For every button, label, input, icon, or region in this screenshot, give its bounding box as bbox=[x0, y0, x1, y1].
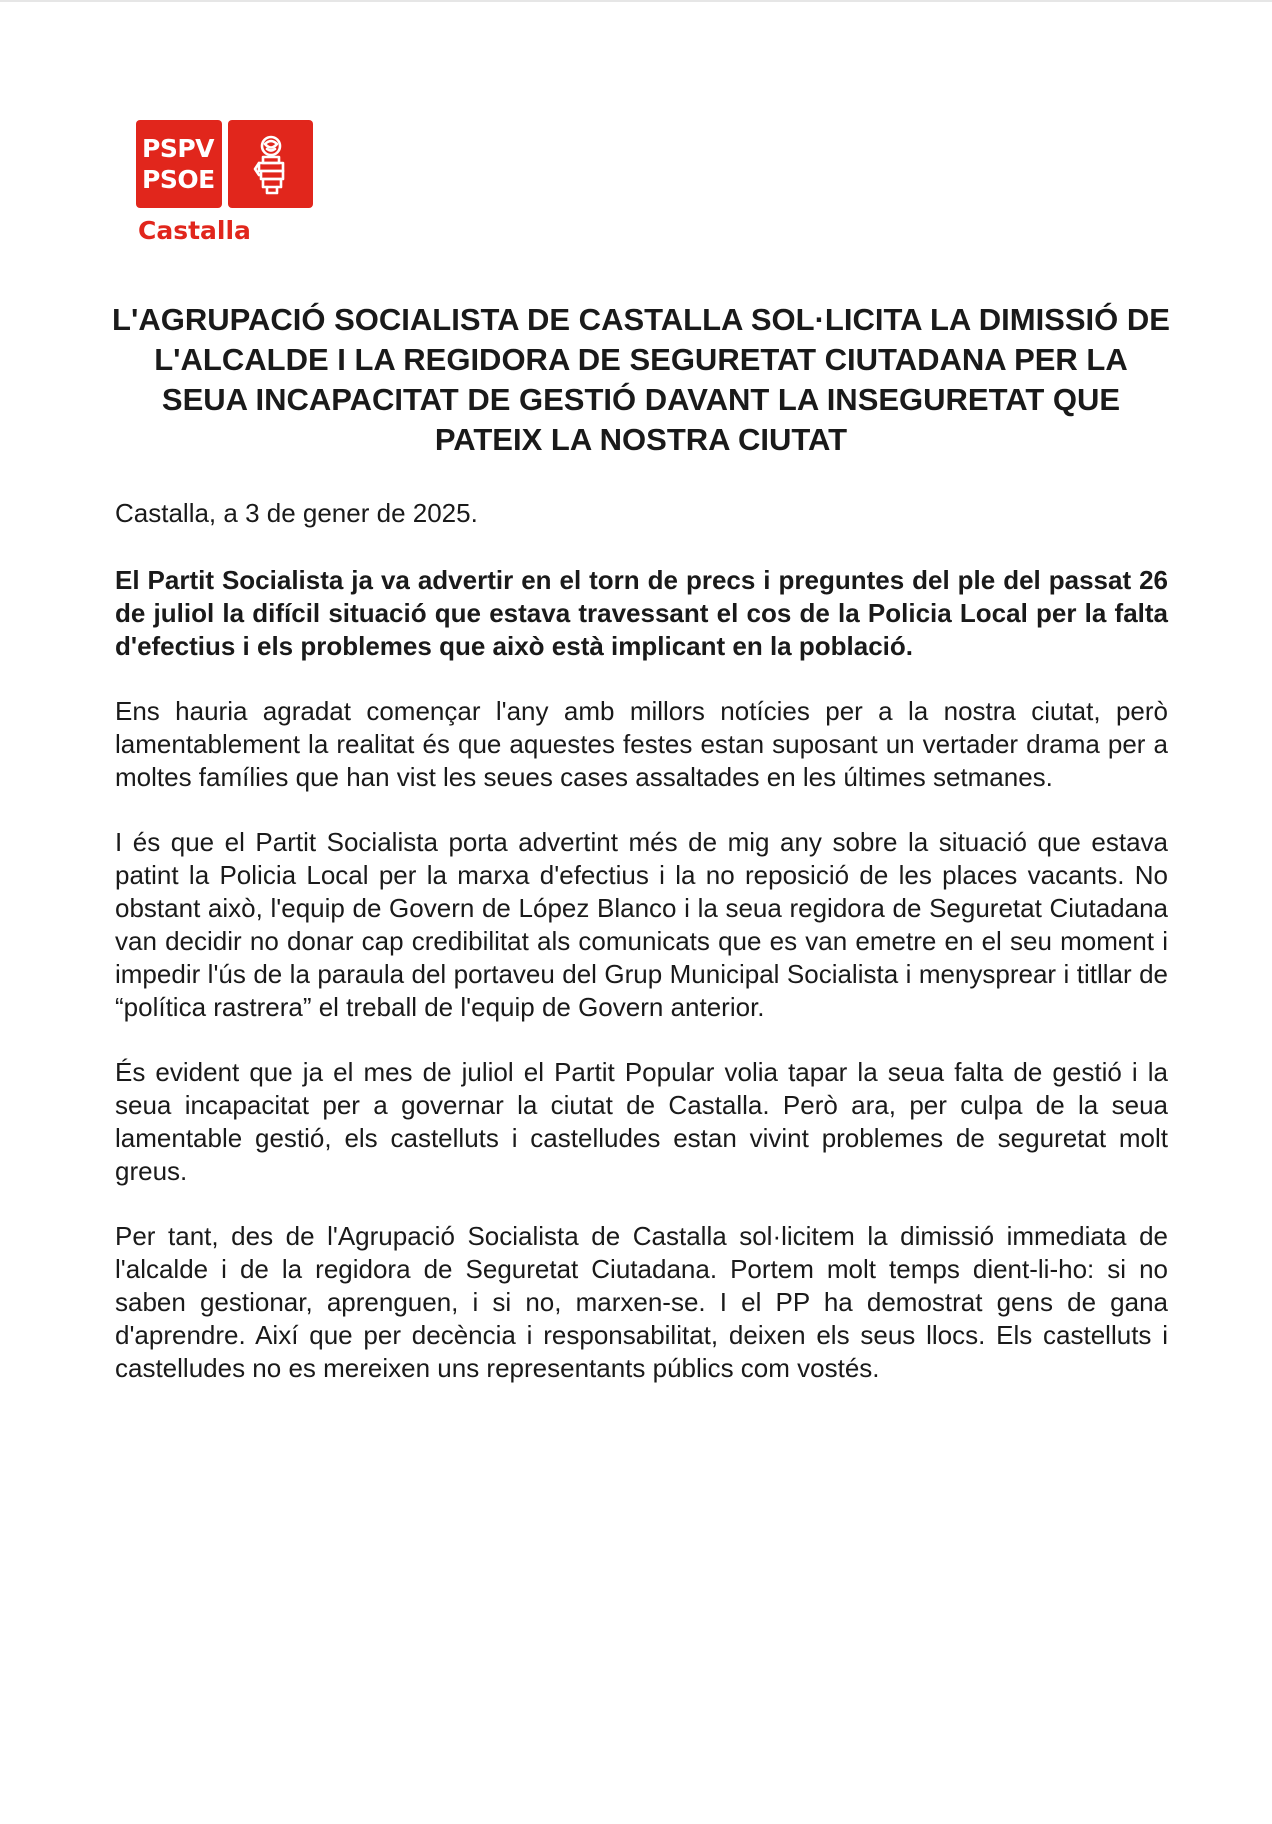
top-border bbox=[0, 0, 1272, 2]
body-paragraph-1: Ens hauria agradat començar l'any amb millors notícies per a la nostra ciutat, però lamentablement la realitat és que aquestes festes estan suposant un vertader drama per a moltes famílies que han vist les seues cases assaltades en les últimes setmanes. bbox=[115, 696, 1168, 792]
body-paragraph-4: Per tant, des de l'Agrupació Socialista de Castalla sol·licitem la dimissió immediata de l'alcalde i de la regidora de Seguretat Ciutadana. Portem molt temps dient-li-ho: si no saben gestionar, aprenguen, i si no, marxen-se. I el PP ha demostrat gens de gana d'aprendre. Així que per decència i responsabilitat, deixen els seus llocs. Els castelluts i castelludes no es mereixen uns representants públics com vostés. bbox=[115, 1221, 1168, 1383]
party-logo bbox=[136, 120, 313, 246]
logo-line-1: PSPV bbox=[142, 134, 214, 163]
logo-text-box bbox=[136, 120, 222, 208]
body-paragraph-2: I és que el Partit Socialista porta advertint més de mig any sobre la situació que estava patint la Policia Local per la marxa d'efectius i la no reposició de les places vacants. No obstant això, l'equip de Govern de López Blanco i la seua regidora de Seguretat Ciutadana van decidir no donar cap credibilitat als comunicats que es van emetre en el seu moment i impedir l'ús de la paraula del portaveu del Grup Municipal Socialista i menysprear i titllar de “política rastrera” el treball de l'equip de Govern anterior. bbox=[115, 827, 1168, 1022]
fist-rose-icon bbox=[245, 133, 297, 195]
logo-line-2: PSOE bbox=[142, 165, 215, 194]
logo-place-name: Castalla bbox=[138, 216, 251, 245]
lead-paragraph: El Partit Socialista ja va advertir en el torn de precs i preguntes del ple del passat 26 de juliol la difícil situació que estava travessant el cos de la Policia Local per la falta d'efectius i els problemes que això està implicant en la població. bbox=[115, 565, 1168, 661]
press-release-body bbox=[115, 497, 1168, 1417]
date-line: Castalla, a 3 de gener de 2025. bbox=[115, 498, 478, 528]
press-release-headline: L'AGRUPACIÓ SOCIALISTA DE CASTALLA SOL·LICITA LA DIMISSIÓ DE L'ALCALDE I LA REGIDORA DE SEGURETAT CIUTADANA PER LA SEUA INCAPACITAT DE GESTIÓ DAVANT LA INSEGURETAT QUE PATEIX LA NOSTRA CIUTAT bbox=[112, 302, 1170, 457]
logo-rose-box bbox=[228, 120, 313, 208]
body-paragraph-3: És evident que ja el mes de juliol el Partit Popular volia tapar la seua falta de gestió i la seua incapacitat per a governar la ciutat de Castalla. Però ara, per culpa de la seua lamentable gestió, els castelluts i castelludes estan vivint problemes de seguretat molt greus. bbox=[115, 1057, 1168, 1186]
